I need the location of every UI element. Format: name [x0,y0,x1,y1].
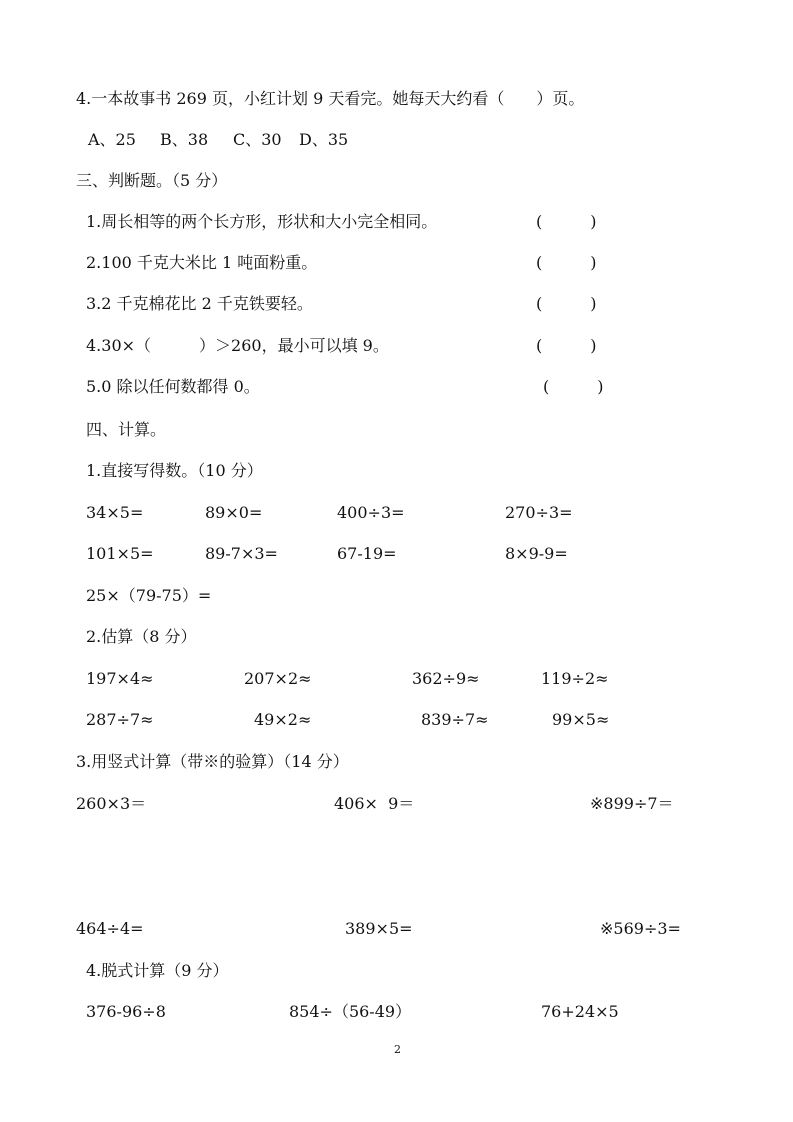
judge-item-2-paren: ( ) [536,253,597,272]
vertical-calc-item: ※899÷7＝ [590,794,674,813]
judge-item-1: 1.周长相等的两个长方形，形状和大小完全相同。 [86,212,438,231]
stepwise-calc-item: 854÷（56-49） [289,1002,412,1021]
oral-calc: 270÷3= [505,503,573,522]
oral-calc: 400÷3= [337,503,405,522]
judge-item-4-paren: ( ) [536,336,597,355]
judge-item-3: 3.2 千克棉花比 2 千克铁要轻。 [86,294,313,313]
estimate-item: 839÷7≈ [421,710,489,729]
oral-calc: 89×0= [205,503,263,522]
estimate-item: 119÷2≈ [541,669,609,688]
stepwise-calc-item: 376-96÷8 [86,1002,166,1021]
estimate-item: 362÷9≈ [412,669,480,688]
oral-calc: 89-7×3= [205,544,278,563]
estimate-item: 207×2≈ [244,669,312,688]
sub4-title: 4.脱式计算（9 分） [86,961,229,980]
oral-calc: 8×9-9= [505,544,568,563]
stepwise-calc-item: 76+24×5 [541,1002,619,1021]
sub1-title: 1.直接写得数。（10 分） [86,461,263,480]
option-d: D、35 [299,130,349,149]
sub3-title: 3.用竖式计算（带※的验算）（14 分） [76,752,349,771]
option-c: C、30 [233,130,282,149]
option-a: A、25 [88,130,136,149]
judge-item-5-paren: ( ) [543,377,604,396]
judge-item-3-paren: ( ) [536,294,597,313]
oral-calc: 101×5= [86,544,154,563]
vertical-calc-item: ※569÷3= [600,919,681,938]
vertical-calc-item: 389×5= [345,919,413,938]
estimate-item: 49×2≈ [254,710,312,729]
vertical-calc-item: 406× 9＝ [334,794,415,813]
section-4-title: 四、计算。 [86,420,167,439]
estimate-item: 197×4≈ [86,669,154,688]
sub2-title: 2.估算（8 分） [86,627,197,646]
estimate-item: 287÷7≈ [86,710,154,729]
judge-item-1-paren: ( ) [536,212,597,231]
judge-item-5: 5.0 除以任何数都得 0。 [86,377,260,396]
vertical-calc-item: 464÷4= [76,919,144,938]
section-3-title: 三、判断题。（5 分） [76,171,228,190]
question-4-stem: 4.一本故事书 269 页，小红计划 9 天看完。她每天大约看（ ）页。 [76,89,585,108]
judge-item-2: 2.100 千克大米比 1 吨面粉重。 [86,253,318,272]
oral-calc: 67-19= [337,544,397,563]
estimate-item: 99×5≈ [552,710,610,729]
judge-item-4: 4.30×（ ）＞260，最小可以填 9。 [86,336,389,355]
vertical-calc-item: 260×3＝ [76,794,147,813]
oral-calc: 34×5= [86,503,144,522]
option-b: B、38 [160,130,209,149]
page-number: 2 [394,1043,401,1056]
oral-calc: 25×（79-75）= [86,586,212,605]
